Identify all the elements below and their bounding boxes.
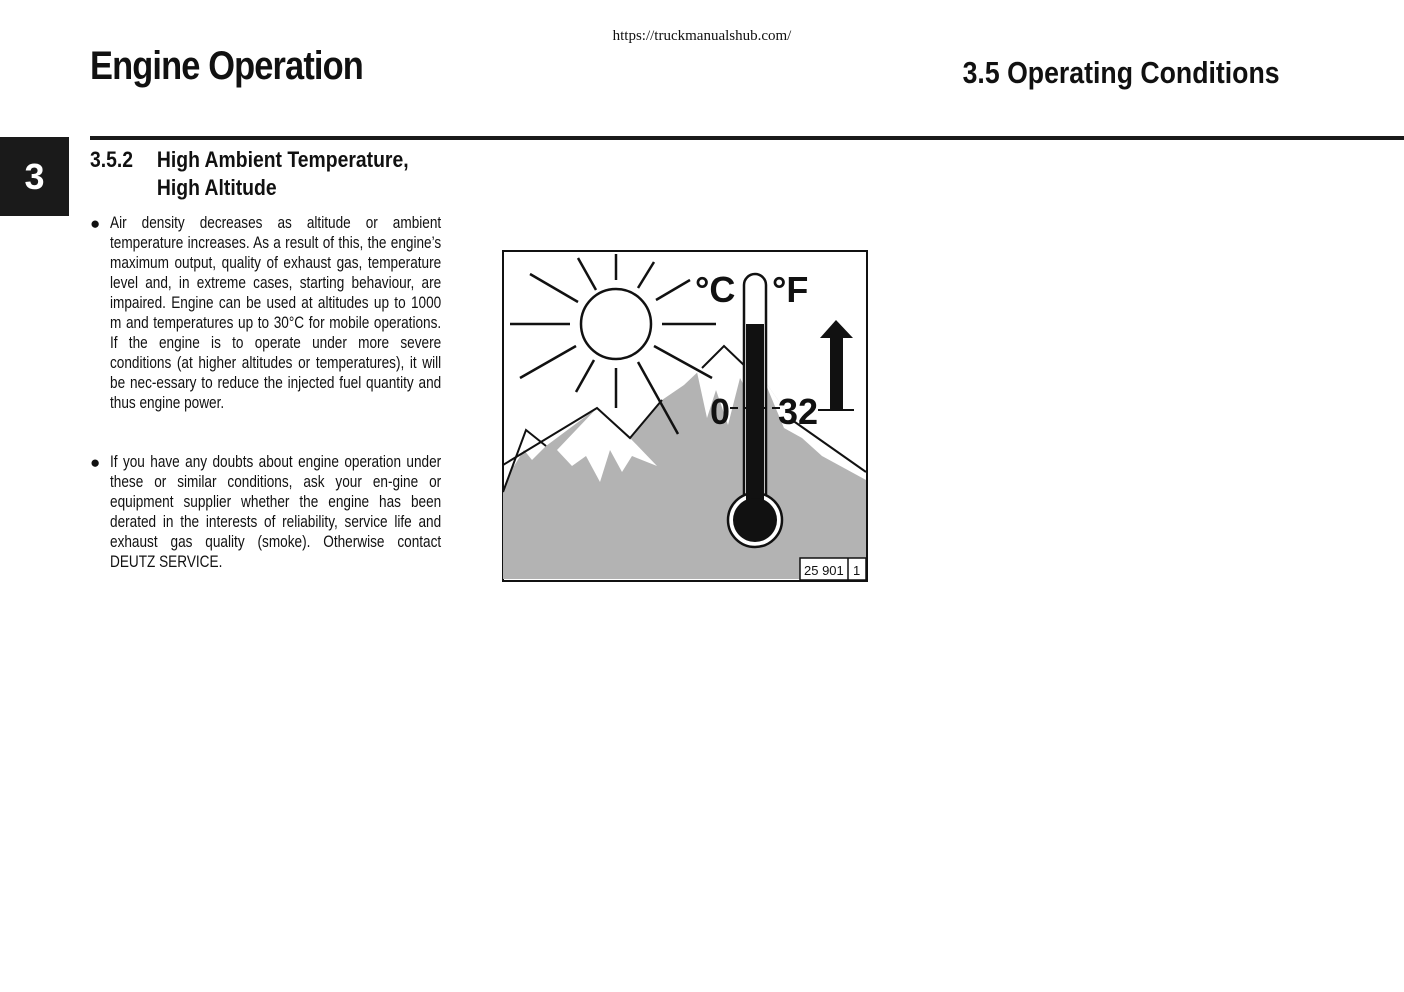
subsection-number: 3.5.2 [90,147,134,172]
bullet-item [90,213,455,413]
subsection-title-line1: High Ambient Temperature, [156,147,409,172]
figure-reference [800,558,866,580]
unit-fahrenheit-label: °F [772,269,809,310]
header-rule [90,136,1404,140]
altitude-temperature-figure [502,250,868,582]
figure-ref-index: 1 [853,563,861,578]
celsius-value-label: 0 [710,391,731,432]
bullet-icon: ● [90,214,101,233]
subsection-heading [90,146,409,202]
source-url: https://truckmanualshub.com/ [612,28,792,44]
unit-celsius-label: °C [695,269,736,310]
section-title: 3.5 Operating Conditions [963,55,1280,90]
bullet-item [90,452,455,572]
fahrenheit-value-label: 32 [778,391,819,432]
subsection-title-line2: High Altitude [156,175,277,200]
bullet-text: Air density decreases as altitude or ambient temperature increases. As a result of this, the engine’s maximum output, quality of exhaust gas, temperature level and, in extreme cases, starting behaviour, are impaired. Engine can be used at altitudes up to 1000 m and temperatures up to 30°C for mobile operations. If the engine is to operate under more severe conditions (at higher altitudes or temperatures), it will be nec-essary to reduce the injected fuel quantity and thus engine power. [110,213,442,412]
bullet-text: If you have any doubts about engine operation under these or similar conditions, ask your en-gine or equipment supplier whether the engine has been derated in the interests of reliability, service life and exhaust gas quality (smoke). Otherwise contact DEUTZ SERVICE. [110,452,442,571]
figure-ref-number: 25 901 [804,563,844,578]
chapter-tab: 3 [0,137,69,216]
bullet-icon: ● [90,453,101,472]
document-title: Engine Operation [90,44,363,88]
